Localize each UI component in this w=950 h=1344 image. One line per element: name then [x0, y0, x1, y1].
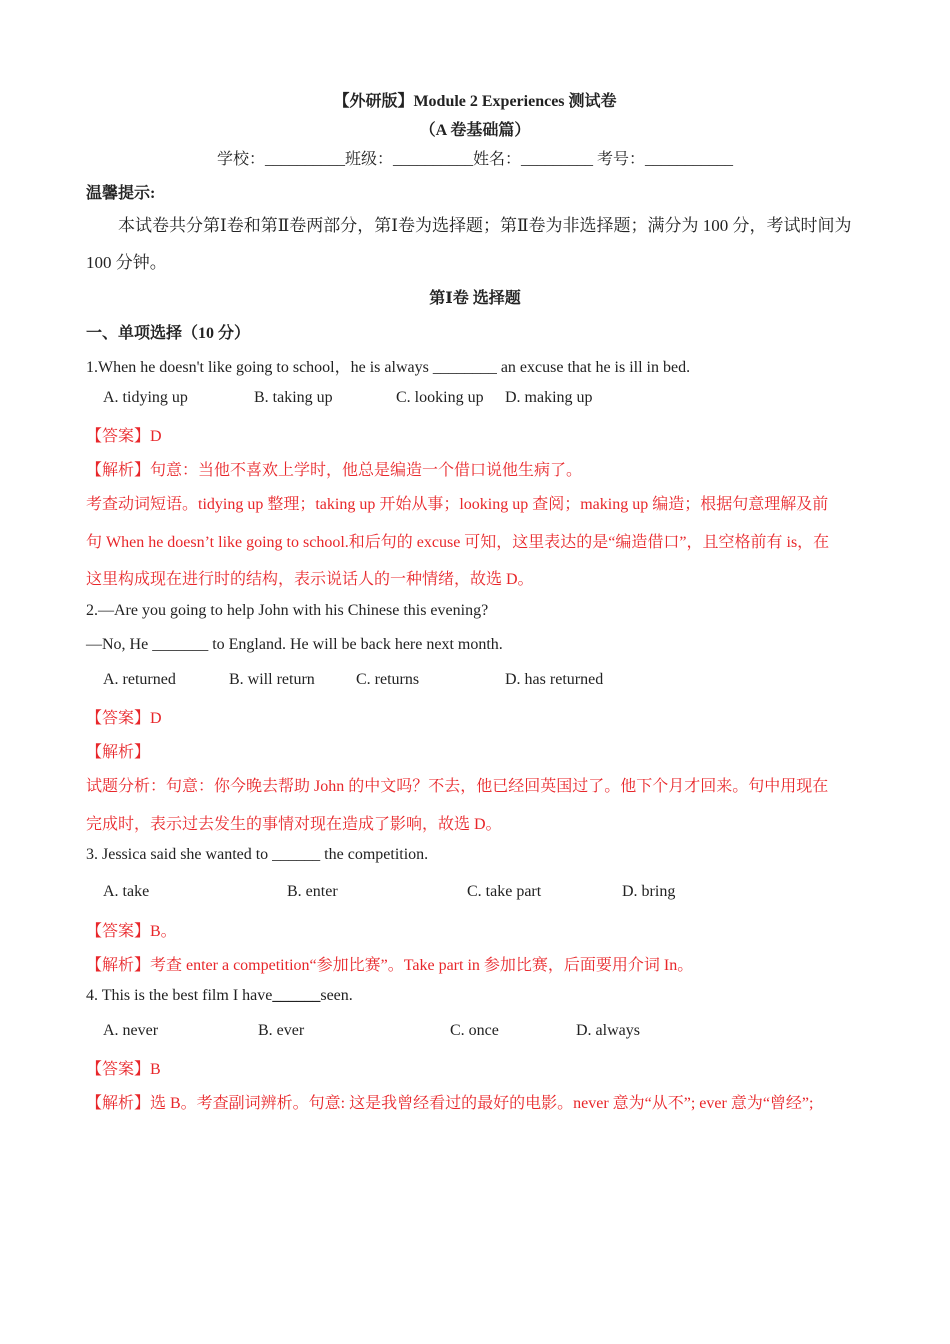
- question-1-stem: 1.When he doesn't like going to school，he is always ________ an excuse that he is ill in bed.: [86, 359, 691, 376]
- notice-line-1: 本试卷共分第Ⅰ卷和第Ⅱ卷两部分，第Ⅰ卷为选择题；第Ⅱ卷为非选择题；满分为 100 分，考试时间为: [118, 216, 852, 235]
- question-1-analysis-2: 考查动词短语。tidying up 整理；taking up 开始从事；looking up 查阅；making up 编造；根据句意理解及前: [86, 496, 829, 513]
- question-4-option-c: C. once: [450, 1022, 499, 1039]
- question-1-analysis-1: 【解析】句意：当他不喜欢上学时，他总是编造一个借口说他生病了。: [86, 462, 583, 479]
- question-2-option-a: A. returned: [103, 671, 176, 688]
- question-3-analysis-1: 【解析】考查 enter a competition“参加比赛”。Take part in 参加比赛，后面要用介词 In。: [86, 957, 694, 974]
- question-4-stem-end: seen.: [320, 987, 353, 1004]
- question-4-answer: 【答案】B: [86, 1061, 161, 1078]
- question-2-analysis-3: 完成时，表示过去发生的事情对现在造成了影响，故选 D。: [86, 816, 502, 833]
- question-2-analysis-1: 【解析】: [86, 744, 151, 761]
- question-4-option-d: D. always: [576, 1022, 640, 1039]
- question-2-stem-reply: —No, He _______ to England. He will be back here next month.: [86, 636, 503, 653]
- notice-line-2: 100 分钟。: [86, 253, 167, 272]
- question-1-answer: 【答案】D: [86, 428, 162, 445]
- notice-heading: 温馨提示:: [86, 185, 156, 202]
- question-1-analysis-4: 这里构成现在进行时的结构，表示说话人的一种情绪，故选 D。: [86, 571, 534, 588]
- page-title: 【外研版】Module 2 Experiences 测试卷: [333, 93, 617, 110]
- question-1-option-c: C. looking up: [396, 389, 484, 406]
- question-4-stem: [86, 987, 353, 1005]
- student-info-line: 学校：__________班级：__________姓名：_________ 考号：___________: [216, 151, 733, 168]
- question-3-option-a: A. take: [103, 883, 150, 900]
- question-3-option-b: B. enter: [287, 883, 338, 900]
- question-2-option-d: D. has returned: [505, 671, 604, 688]
- question-4-option-b: B. ever: [258, 1022, 305, 1039]
- part-title: 一、单项选择（10 分）: [86, 325, 251, 342]
- question-1-option-b: B. taking up: [254, 389, 333, 406]
- question-4-analysis-1: 【解析】选 B。考查副词辨析。句意: 这是我曾经看过的最好的电影。never 意为“从不”; ever 意为“曾经”;: [86, 1095, 814, 1112]
- question-1-analysis-3: 句 When he doesn’t like going to school.和后句的 excuse 可知，这里表达的是“编造借口”，且空格前有 is，在: [86, 534, 830, 551]
- question-3-option-c: C. take part: [467, 883, 542, 900]
- question-4-blank: ______: [272, 987, 321, 1004]
- question-2-analysis-2: 试题分析：句意：你今晚去帮助 John 的中文吗？不去，他已经回英国过了。他下个月才回来。句中用现在: [86, 778, 829, 795]
- question-1-option-a: A. tidying up: [103, 389, 188, 406]
- page-subtitle: （A 卷基础篇）: [419, 122, 531, 139]
- question-3-option-d: D. bring: [622, 883, 676, 900]
- question-2-answer: 【答案】D: [86, 710, 162, 727]
- question-4-option-a: A. never: [103, 1022, 159, 1039]
- question-2-option-b: B. will return: [229, 671, 315, 688]
- question-3-stem: 3. Jessica said she wanted to ______ the competition.: [86, 846, 429, 863]
- question-4-stem-start: 4. This is the best film I have: [86, 987, 273, 1004]
- question-2-option-c: C. returns: [356, 671, 420, 688]
- question-2-stem: 2.—Are you going to help John with his Chinese this evening?: [86, 602, 489, 619]
- question-3-answer: 【答案】B。: [86, 923, 177, 940]
- question-1-option-d: D. making up: [505, 389, 593, 406]
- section-title: 第Ⅰ卷 选择题: [429, 290, 521, 307]
